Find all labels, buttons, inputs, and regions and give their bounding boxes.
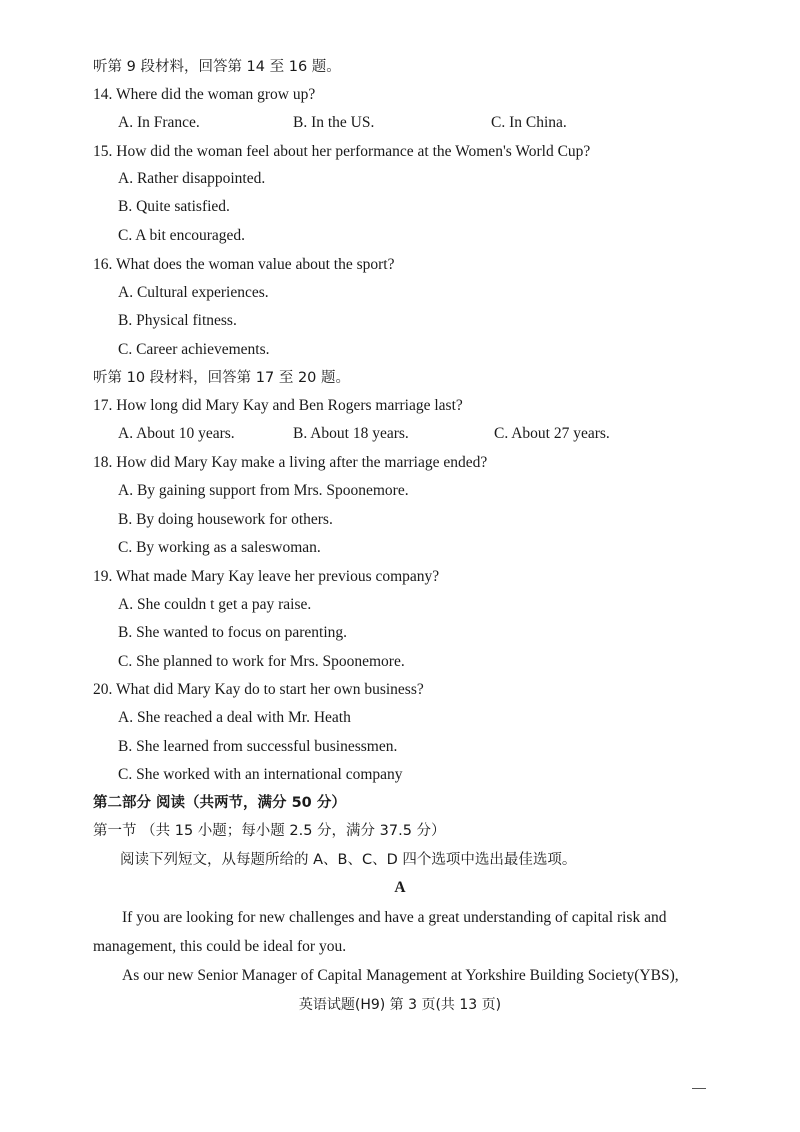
passage-line: As our new Senior Manager of Capital Management at Yorkshire Building Society(YBS), [122,967,679,984]
option-b: B. About 18 years. [293,425,409,442]
reading-instruction: 阅读下列短文，从每题所给的 A、B、C、D 四个选项中选出最佳选项。 [120,852,577,868]
option-c: C. She worked with an international company [118,766,403,783]
passage-label: A [394,879,406,896]
option-c: C. By working as a saleswoman. [118,539,321,556]
option-a: A. She couldn t get a pay raise. [118,596,312,613]
passage-line: If you are looking for new challenges and have a great understanding of capital risk and [122,909,667,926]
option-b: B. By doing housework for others. [118,511,333,528]
option-a: A. Cultural experiences. [118,284,269,301]
option-b: B. In the US. [293,114,375,131]
question-20: 20. What did Mary Kay do to start her own business? [93,681,424,698]
option-b: B. She wanted to focus on parenting. [118,624,348,641]
question-17: 17. How long did Mary Kay and Ben Rogers marriage last? [93,397,463,414]
option-c: C. A bit encouraged. [118,227,245,244]
option-a: A. In France. [118,114,200,131]
question-15: 15. How did the woman feel about her performance at the Women's World Cup? [93,143,591,160]
question-14: 14. Where did the woman grow up? [93,86,316,103]
scan-mark [692,1088,706,1089]
section-1-header: 第一节 （共 15 小题；每小题 2.5 分，满分 37.5 分） [93,823,446,839]
page-footer: 英语试题(H9) 第 3 页(共 13 页) [298,997,502,1013]
option-a: A. Rather disappointed. [118,170,266,187]
option-c: C. Career achievements. [118,341,270,358]
option-c: C. In China. [491,114,567,131]
section-10-header: 听第 10 段材料，回答第 17 至 20 题。 [93,370,351,386]
option-b: B. Quite satisfied. [118,198,230,215]
option-b: B. Physical fitness. [118,312,237,329]
option-c: C. She planned to work for Mrs. Spoonemore. [118,653,405,670]
passage-line: management, this could be ideal for you. [93,938,347,955]
part-2-header: 第二部分 阅读（共两节，满分 50 分） [93,795,346,811]
question-19: 19. What made Mary Kay leave her previous company? [93,568,440,585]
option-a: A. By gaining support from Mrs. Spoonemore. [118,482,409,499]
option-a: A. About 10 years. [118,425,235,442]
option-b: B. She learned from successful businessmen. [118,738,398,755]
question-18: 18. How did Mary Kay make a living after the marriage ended? [93,454,488,471]
option-a: A. She reached a deal with Mr. Heath [118,709,351,726]
option-c: C. About 27 years. [494,425,610,442]
question-16: 16. What does the woman value about the sport? [93,256,395,273]
section-9-header: 听第 9 段材料，回答第 14 至 16 题。 [93,59,341,75]
